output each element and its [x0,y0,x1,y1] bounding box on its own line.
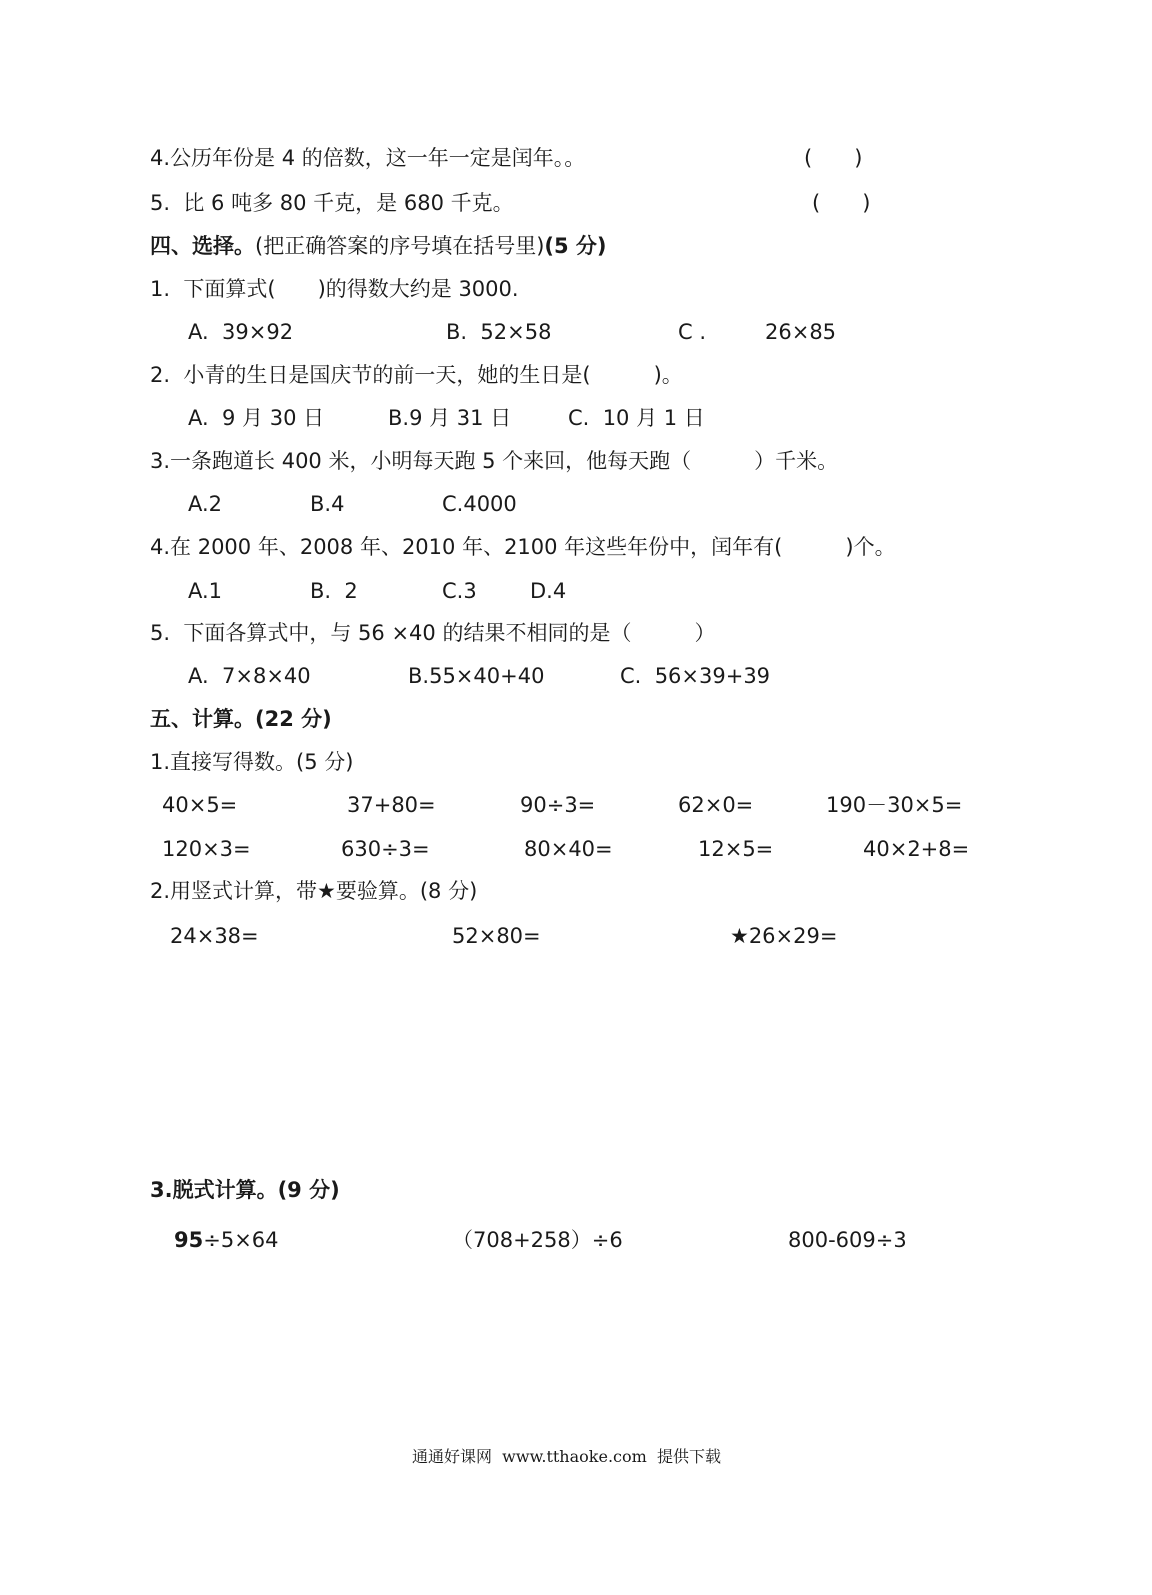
choice-q5-option-c: C. 56×39+39 [620,664,771,688]
choice-q2-stem: 2. 小青的生日是国庆节的前一天，她的生日是( )。 [150,363,683,387]
choice-q2-option-c: C. 10 月 1 日 [568,406,705,430]
oral-calc-item: 80×40= [524,837,613,861]
choice-q4-option-b: B. 2 [310,579,358,603]
oral-calc-item: 40×5= [162,793,238,817]
vertical-calc-item: 24×38= [170,924,259,948]
oral-calc-item: 190－30×5= [826,793,963,817]
vertical-calc-item: 52×80= [452,924,541,948]
choice-q1-option-c-value: 26×85 [765,320,837,344]
choice-q2-option-b: B.9 月 31 日 [388,406,512,430]
section4-heading-line [150,232,607,260]
choice-q3-option-c: C.4000 [442,492,517,516]
choice-q4-option-a: A.1 [188,579,223,603]
footer-credit: 通通好课网 www.tthaoke.com 提供下载 [412,1447,721,1466]
judge-q4-text: 4.公历年份是 4 的倍数，这一年一定是闰年。。 [150,146,586,170]
section4-heading: 四、选择。 [150,234,255,258]
choice-q3-option-a: A.2 [188,492,223,516]
judge-q5-answer-paren: ( ) [812,191,871,215]
choice-q1-option-b: B. 52×58 [446,320,552,344]
vertical-calc-item-starred: ★26×29= [730,924,838,948]
choice-q2-option-a: A. 9 月 30 日 [188,406,325,430]
oral-calc-item: 37+80= [347,793,436,817]
oral-calc-item: 40×2+8= [863,837,970,861]
choice-q4-option-c: C.3 [442,579,477,603]
choice-q5-option-b: B.55×40+40 [408,664,545,688]
calc-part2-title: 2.用竖式计算，带★要验算。(8 分) [150,879,478,903]
oral-calc-item: 90÷3= [520,793,596,817]
choice-q5-stem: 5. 下面各算式中，与 56 ×40 的结果不相同的是（ ） [150,621,716,645]
stepwise-calc-item: 800-609÷3 [788,1228,907,1252]
judge-q5-text: 5. 比 6 吨多 80 千克，是 680 千克。 [150,191,514,215]
choice-q5-option-a: A. 7×8×40 [188,664,311,688]
section5-heading: 五、计算。(22 分) [150,707,332,731]
choice-q3-stem: 3.一条跑道长 400 米，小明每天跑 5 个来回，他每天跑（ ）千米。 [150,449,839,473]
oral-calc-item: 630÷3= [341,837,430,861]
oral-calc-item: 120×3= [162,837,251,861]
stepwise-calc-bold-number: 95 [174,1228,204,1252]
oral-calc-item: 62×0= [678,793,754,817]
stepwise-calc-item [174,1226,279,1254]
choice-q4-option-d: D.4 [530,579,567,603]
stepwise-calc-item: （708+258）÷6 [452,1228,623,1252]
stepwise-calc-rest: ÷5×64 [203,1228,279,1252]
section4-instruction: (把正确答案的序号填在括号里) [255,234,545,258]
section4-score: (5 分) [544,234,607,258]
choice-q4-stem: 4.在 2000 年、2008 年、2010 年、2100 年这些年份中，闰年有( )个。 [150,535,896,559]
judge-q4-answer-paren: ( ) [804,146,863,170]
calc-part1-title: 1.直接写得数。(5 分) [150,750,354,774]
choice-q1-option-a: A. 39×92 [188,320,294,344]
choice-q3-option-b: B.4 [310,492,345,516]
choice-q1-stem: 1. 下面算式( )的得数大约是 3000. [150,277,519,301]
oral-calc-item: 12×5= [698,837,774,861]
choice-q1-option-c-label: C . [678,320,707,344]
calc-part3-title: 3.脱式计算。(9 分) [150,1178,340,1202]
